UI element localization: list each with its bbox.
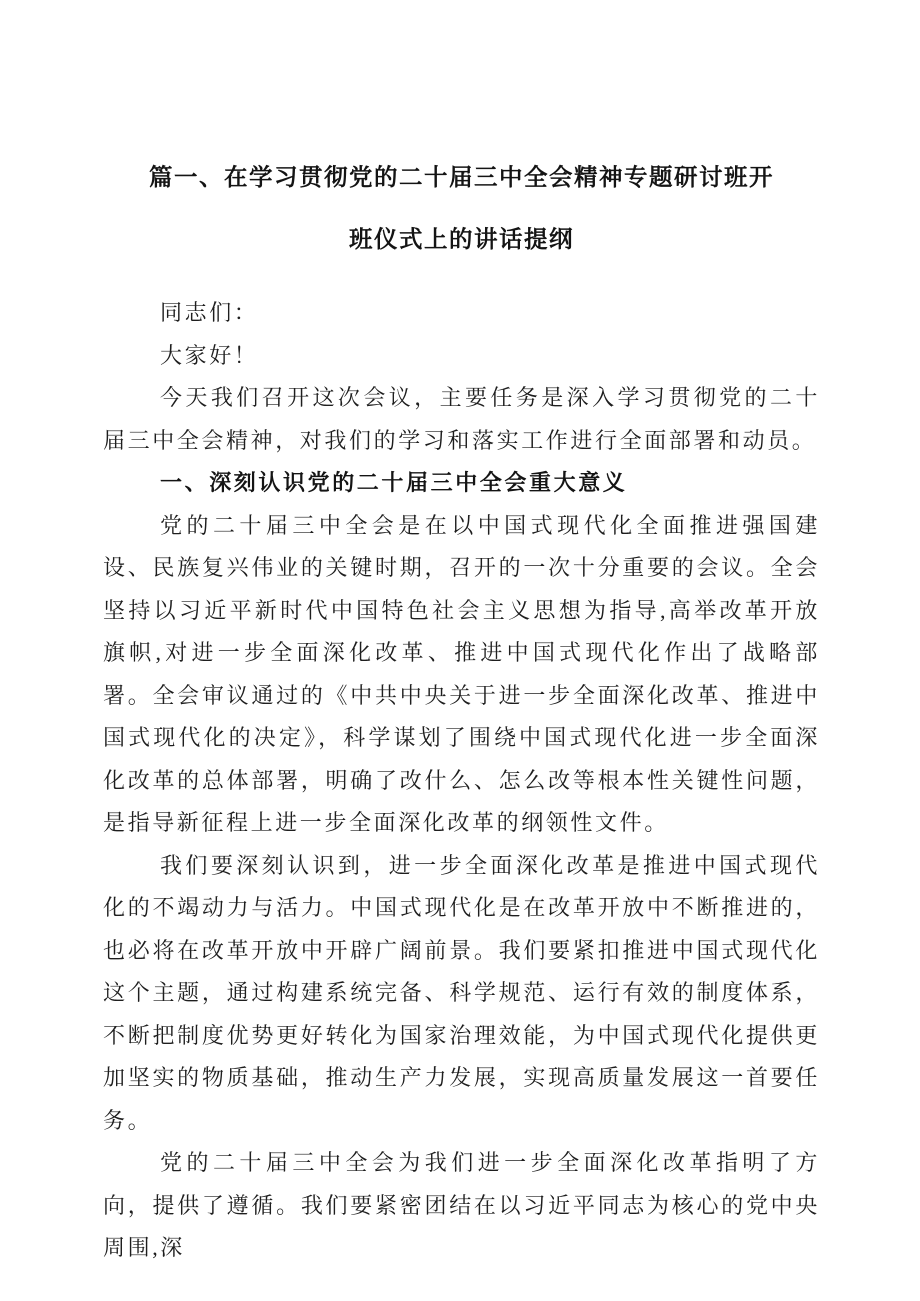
document-title xyxy=(103,146,820,270)
paragraph: 今天我们召开这次会议，主要任务是深入学习贯彻党的二十届三中全会精神，对我们的学习和落实工作进行全面部署和动员。 xyxy=(103,385,820,453)
paragraph: 同志们： xyxy=(160,300,259,325)
paragraph: 党的二十届三中全会为我们进一步全面深化改革指明了方向，提供了遵循。我们要紧密团结在以习近平同志为核心的党中央周围,深 xyxy=(103,1150,820,1260)
paragraph: 党的二十届三中全会是在以中国式现代化全面推进强国建设、民族复兴伟业的关键时期，召开的一次十分重要的会议。全会坚持以习近平新时代中国特色社会主义思想为指导,高举改革开放旗帜,对进一步全面深化改革、推进中国式现代化作出了战略部署。全会审议通过的《中共中央关于进一步全面深化改革、推进中国式现代化的决定》，科学谋划了围绕中国式现代化进一步全面深化改革的总体部署，明确了改什么、怎么改等根本性关键性问题，是指导新征程上进一步全面深化改革的纲领性文件。 xyxy=(103,512,820,835)
section-heading: 一、深刻认识党的二十届三中全会重大意义 xyxy=(160,470,628,495)
paragraph: 大家好！ xyxy=(160,342,259,368)
document-title-line-1: 篇一、在学习贯彻党的二十届三中全会精神专题研讨班开 xyxy=(149,164,774,190)
paragraph: 我们要深刻认识到，进一步全面深化改革是推进中国式现代化的不竭动力与活力。中国式现代化是在改革开放中不断推进的，也必将在改革开放中开辟广阔前景。我们要紧扣推进中国式现代化这个主题，通过构建系统完备、科学规范、运行有效的制度体系，不断把制度优势更好转化为国家治理效能，为中国式现代化提供更加坚实的物质基础，推动生产力发展，实现高质量发展这一首要任务。 xyxy=(103,852,820,1133)
document-body xyxy=(103,292,820,1270)
document-title-line-2: 班仪式上的讲话提纲 xyxy=(349,226,574,252)
